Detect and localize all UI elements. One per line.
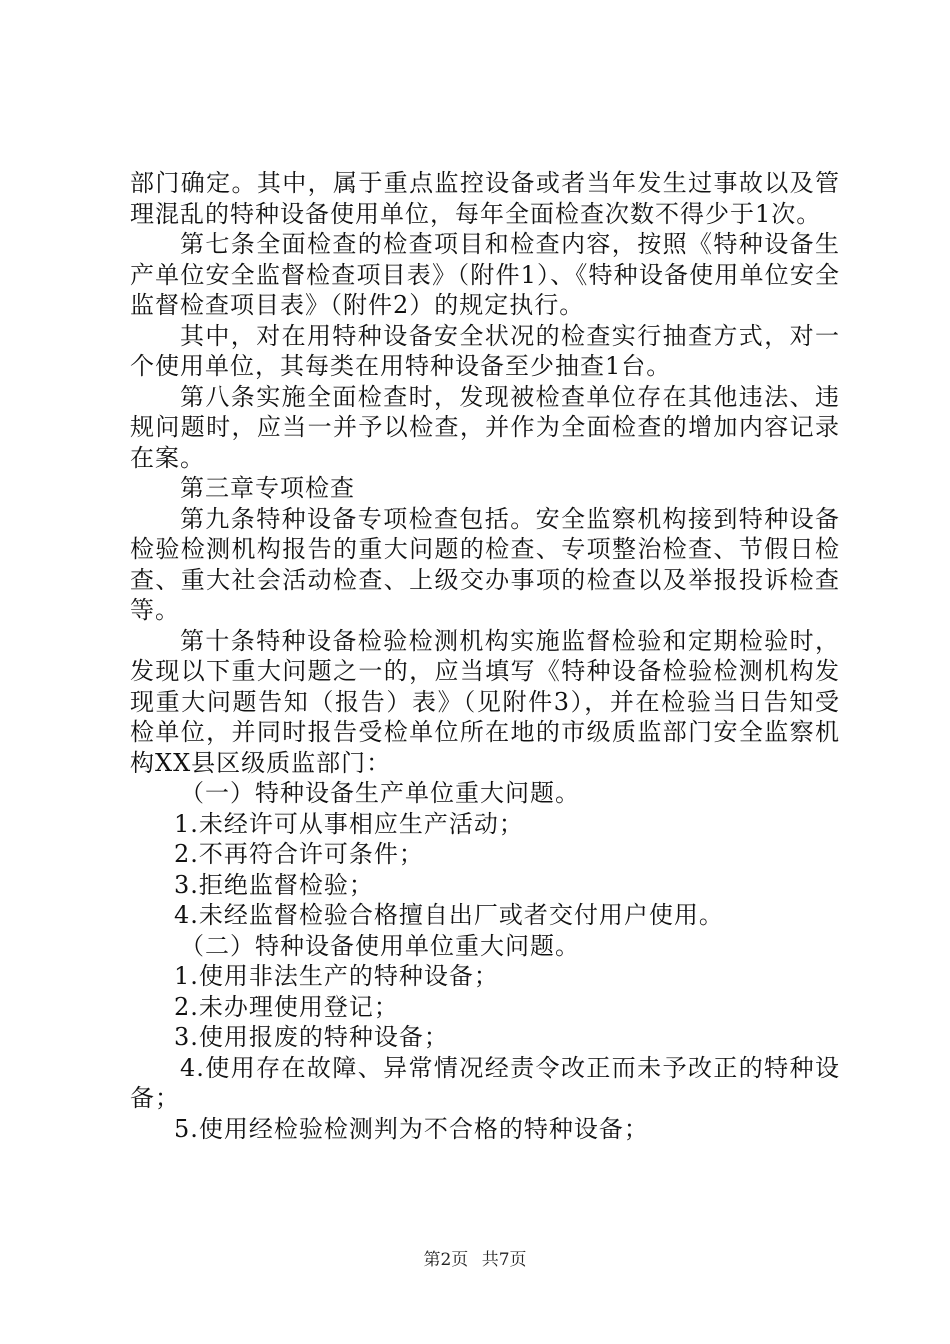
list-heading-production: （一）特种设备生产单位重大问题。: [180, 779, 580, 807]
paragraph-article-8: 第八条实施全面检查时，发现被检查单位存在其他违法、违规问题时，应当一并予以检查，并作为全面检查的增加内容记录在案。: [130, 382, 840, 472]
page-footer: [0, 1245, 950, 1270]
paragraph-article-10: 第十条特种设备检验检测机构实施监督检验和定期检验时，发现以下重大问题之一的，应当填写《特种设备检验检测机构发现重大问题告知（报告）表》（见附件3），并在检验当日告知受检单位，并同时报告受检单位所在地的市级质监部门安全监察机构XX县区级质监部门：: [130, 626, 840, 777]
list-item: 4.使用存在故障、异常情况经责令改正而未予改正的特种设备；: [130, 1053, 840, 1112]
paragraph-article-7: 第七条全面检查的检查项目和检查内容，按照《特种设备生产单位安全监督检查项目表》（附件1）、《特种设备使用单位安全监督检查项目表》（附件2）的规定执行。: [130, 230, 840, 319]
list-item: 2.不再符合许可条件；: [174, 840, 424, 868]
list-item: 1.使用非法生产的特种设备；: [174, 962, 499, 990]
chapter-heading: 第三章专项检查: [180, 474, 355, 502]
list-item: 4.未经监督检验合格擅自出厂或者交付用户使用。: [174, 901, 724, 929]
page-number: 第2页: [423, 1250, 469, 1270]
list-item: 3.使用报废的特种设备；: [174, 1023, 449, 1051]
paragraph-article-9: 第九条特种设备专项检查包括。安全监察机构接到特种设备检验检测机构报告的重大问题的检查、专项整治检查、节假日检查、重大社会活动检查、上级交办事项的检查以及举报投诉检查等。: [130, 504, 840, 624]
list-item: 2.未办理使用登记；: [174, 992, 399, 1021]
page-total: 共7页: [481, 1250, 527, 1270]
list-item: 3.拒绝监督检验；: [174, 870, 374, 899]
paragraph-spot-check: 其中，对在用特种设备安全状况的检查实行抽查方式，对一个使用单位，其每类在用特种设备至少抽查1台。: [130, 321, 840, 380]
document-body: [130, 168, 840, 1144]
list-item: 5.使用经检验检测判为不合格的特种设备；: [174, 1114, 649, 1143]
list-item: 1.未经许可从事相应生产活动；: [174, 809, 524, 838]
paragraph-continuation: 部门确定。其中，属于重点监控设备或者当年发生过事故以及管理混乱的特种设备使用单位，每年全面检查次数不得少于1次。: [130, 169, 840, 228]
list-heading-usage: （二）特种设备使用单位重大问题。: [180, 931, 580, 960]
